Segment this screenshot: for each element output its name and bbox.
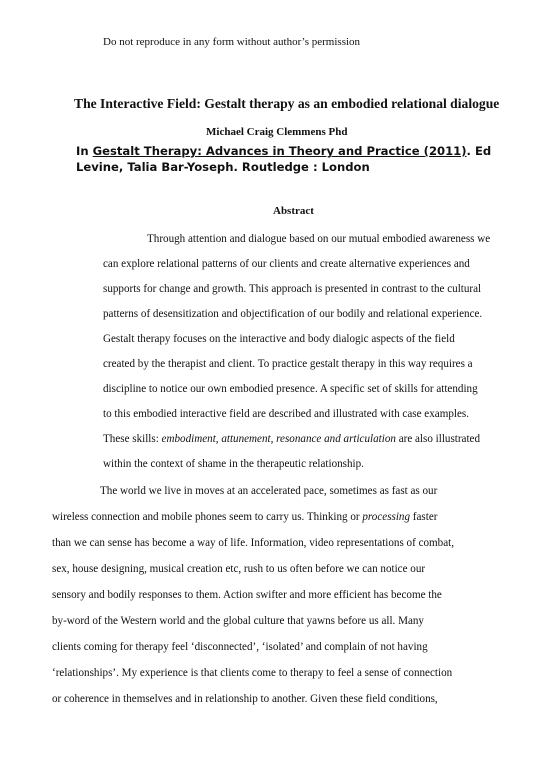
- abstract-line: Through attention and dialogue based on our mutual embodied awareness we: [147, 233, 491, 245]
- source-citation-line-2: Levine, Talia Bar-Yoseph. Routledge : London: [76, 160, 370, 174]
- skills-list: embodiment, attunement, resonance and articulation: [161, 433, 396, 445]
- abstract-line: can explore relational patterns of our clients and create alternative experiences and: [103, 258, 470, 270]
- abstract-line-with-italics: These skills: embodiment, attunement, resonance and articulation are also illustrated: [103, 433, 481, 445]
- body-line: The world we live in moves at an accelerated pace, sometimes as fast as our: [100, 485, 438, 497]
- main-body-text: [52, 484, 492, 718]
- body-line: or coherence in themselves and in relationship to another. Given these field conditions,: [52, 693, 438, 705]
- body-line: sensory and bodily responses to them. Action swifter and more efficient has become the: [52, 589, 442, 601]
- abstract-line: created by the therapist and client. To practice gestalt therapy in this way requires a: [103, 358, 473, 370]
- abstract-line: within the context of shame in the therapeutic relationship.: [103, 458, 364, 470]
- body-line-with-italic: wireless connection and mobile phones seem to carry us. Thinking or processing faster: [52, 511, 438, 523]
- source-suffix: . Ed: [466, 144, 492, 158]
- abstract-body: [103, 232, 491, 482]
- source-prefix: In: [76, 144, 93, 158]
- body-line: ‘relationships’. My experience is that clients come to therapy to feel a sense of connection: [52, 667, 453, 679]
- abstract-line: to this embodied interactive field are described and illustrated with case examples.: [103, 408, 469, 420]
- processing-word: processing: [362, 511, 411, 523]
- body-line: than we can sense has become a way of life. Information, video representations of combat,: [52, 537, 455, 549]
- body-line: clients coming for therapy feel ‘disconnected’, ‘isolated’ and complain of not having: [52, 641, 428, 653]
- body-line: sex, house designing, musical creation etc, rush to us often before we can notice our: [52, 563, 426, 575]
- copyright-notice: Do not reproduce in any form without author’s permission: [103, 36, 361, 48]
- body-line: by-word of the Western world and the global culture that yawns before us all. Many: [52, 615, 424, 627]
- abstract-line: patterns of desensitization and objectification of our bodily and relational experience.: [103, 308, 483, 320]
- abstract-heading: Abstract: [273, 205, 314, 217]
- author-name: Michael Craig Clemmens Phd: [206, 126, 348, 138]
- book-title-link[interactable]: Gestalt Therapy: Advances in Theory and Practice (2011): [92, 144, 467, 158]
- article-title: The Interactive Field: Gestalt therapy as an embodied relational dialogue: [74, 96, 500, 111]
- abstract-line: Gestalt therapy focuses on the interactive and body dialogic aspects of the field: [103, 333, 455, 345]
- source-citation-line-1: [76, 144, 491, 158]
- abstract-line: supports for change and growth. This approach is presented in contrast to the cultural: [103, 283, 482, 295]
- abstract-line: discipline to notice our own embodied presence. A specific set of skills for attending: [103, 383, 478, 395]
